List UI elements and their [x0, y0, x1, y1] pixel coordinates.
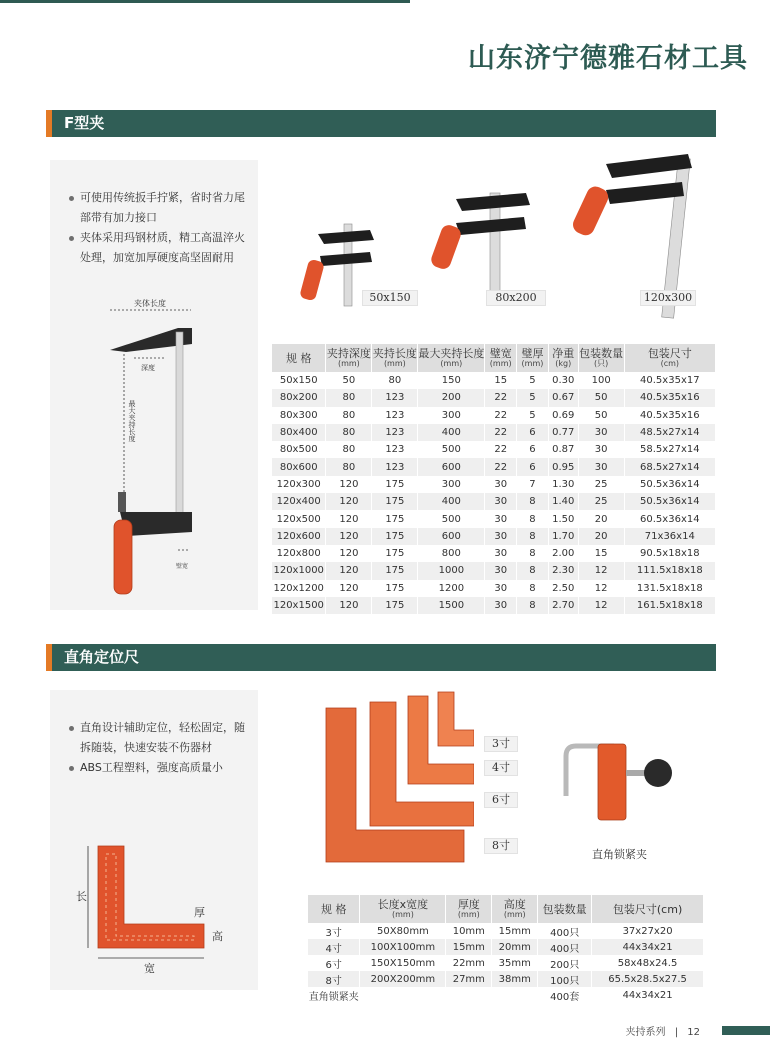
- table-cell: 7: [517, 476, 549, 493]
- table-cell: 8: [517, 597, 549, 614]
- table-cell: 175: [372, 580, 418, 597]
- max-length-label: 最大夹持长度: [128, 400, 136, 442]
- size-tag-8: 8寸: [484, 838, 518, 854]
- series-name: 夹持系列: [625, 1027, 666, 1038]
- table-cell: 150: [418, 372, 485, 389]
- wall-label: 壁宽: [176, 563, 189, 570]
- table-cell: 120: [326, 562, 372, 579]
- table-cell: 48.5x27x14: [624, 424, 715, 441]
- table-cell: 80: [326, 389, 372, 406]
- table-cell: 120: [326, 597, 372, 614]
- table-cell: 8: [517, 580, 549, 597]
- col-header: 包装尺寸 (cm): [624, 344, 715, 372]
- table-cell: 123: [372, 389, 418, 406]
- feature-item: 夹体采用玛钢材质，精工高温淬火处理，加宽加厚硬度高坚固耐用: [68, 228, 250, 268]
- table-cell: 22: [485, 424, 517, 441]
- table-cell: 8: [517, 545, 549, 562]
- table-cell: 50.5x36x14: [624, 476, 715, 493]
- col-header: 璧厚 (mm): [517, 344, 549, 372]
- table-cell: 8寸: [308, 971, 360, 987]
- table-cell: 12: [578, 562, 624, 579]
- table-cell: 35mm: [492, 955, 538, 971]
- table-cell: 38mm: [492, 971, 538, 987]
- feature-item: 可使用传统扳手拧紧，省时省力尾部带有加力接口: [68, 188, 250, 228]
- table-cell: 0.77: [548, 424, 578, 441]
- table-cell: 0.30: [548, 372, 578, 389]
- table-row: [308, 987, 704, 1003]
- table-cell: 400套: [538, 987, 592, 1003]
- table-cell: 131.5x18x18: [624, 580, 715, 597]
- table-cell: 50: [578, 407, 624, 424]
- table-cell: 8: [517, 493, 549, 510]
- width-label: 宽: [144, 962, 155, 975]
- clamp-length-label: 夹体长度: [134, 299, 166, 308]
- table-cell: 3寸: [308, 923, 360, 939]
- table-cell: 300: [418, 407, 485, 424]
- f-clamp-spec-table: [272, 344, 716, 614]
- right-angle-rulers-image: [324, 690, 474, 870]
- table-cell: 1.50: [548, 510, 578, 527]
- table-cell: 25: [578, 493, 624, 510]
- table-cell: 200: [418, 389, 485, 406]
- table-cell: 80x300: [272, 407, 326, 424]
- col-header: 规 格: [308, 895, 360, 923]
- red-handle: [114, 520, 132, 594]
- table-cell: 12: [578, 597, 624, 614]
- table-cell: 22: [485, 458, 517, 475]
- section-title-f-clamp: F型夹: [46, 110, 716, 137]
- table-cell: 80x400: [272, 424, 326, 441]
- table-cell: 1500: [418, 597, 485, 614]
- table-cell: 175: [372, 493, 418, 510]
- table-cell: 0.69: [548, 407, 578, 424]
- table-row: [272, 493, 716, 510]
- table-cell: 80: [326, 407, 372, 424]
- f-clamp-diagram: [96, 292, 216, 604]
- size-tag-50x150: 50x150: [362, 290, 418, 306]
- table-cell: 15: [485, 372, 517, 389]
- table-cell: 直角锁紧夹: [308, 987, 360, 1003]
- table-cell: 120: [326, 493, 372, 510]
- table-row: [272, 458, 716, 475]
- table-cell: 600: [418, 528, 485, 545]
- table-cell: 44x34x21: [592, 987, 704, 1003]
- table-row: [308, 955, 704, 971]
- table-cell: 500: [418, 510, 485, 527]
- brand-title: 山东济宁德雅石材工具: [468, 43, 748, 74]
- table-cell: 58.5x27x14: [624, 441, 715, 458]
- table-cell: 6: [517, 441, 549, 458]
- table-cell: 100X100mm: [360, 939, 446, 955]
- table-cell: 100只: [538, 971, 592, 987]
- table-cell: 50x150: [272, 372, 326, 389]
- table-cell: 500: [418, 441, 485, 458]
- col-header: 夹持深度 (mm): [326, 344, 372, 372]
- table-cell: 40.5x35x16: [624, 407, 715, 424]
- table-cell: 58x48x24.5: [592, 955, 704, 971]
- table-row: [272, 476, 716, 493]
- col-header: 净重 (kg): [548, 344, 578, 372]
- table-cell: 200只: [538, 955, 592, 971]
- table-cell: 0.87: [548, 441, 578, 458]
- f-clamp-features: [68, 188, 250, 268]
- table-cell: 15mm: [492, 923, 538, 939]
- table-cell: 30: [485, 476, 517, 493]
- corner-lock-clamp-image: [554, 736, 694, 836]
- table-cell: 6: [517, 424, 549, 441]
- table-cell: 120x1200: [272, 580, 326, 597]
- table-cell: 5: [517, 372, 549, 389]
- table-cell: 800: [418, 545, 485, 562]
- clamp-bar: [176, 332, 183, 532]
- table-cell: 40.5x35x16: [624, 389, 715, 406]
- table-cell: 27mm: [446, 971, 492, 987]
- table-cell: 6: [517, 458, 549, 475]
- table-cell: 5: [517, 389, 549, 406]
- table-cell: 37x27x20: [592, 923, 704, 939]
- table-row: [272, 510, 716, 527]
- table-cell: 22: [485, 389, 517, 406]
- table-cell: 120: [326, 545, 372, 562]
- table-cell: 65.5x28.5x27.5: [592, 971, 704, 987]
- table-cell: 8: [517, 528, 549, 545]
- table-cell: 90.5x18x18: [624, 545, 715, 562]
- table-cell: 175: [372, 597, 418, 614]
- corner-clamp-caption: 直角锁紧夹: [592, 848, 647, 861]
- top-rule: [0, 0, 410, 3]
- table-cell: 30: [485, 528, 517, 545]
- table-cell: 400: [418, 493, 485, 510]
- table-cell: 1.30: [548, 476, 578, 493]
- table-cell: [492, 987, 538, 1003]
- table-cell: 20mm: [492, 939, 538, 955]
- table-cell: 22mm: [446, 955, 492, 971]
- table-cell: 60.5x36x14: [624, 510, 715, 527]
- table-cell: 111.5x18x18: [624, 562, 715, 579]
- height-label: 高: [212, 930, 223, 943]
- col-header: 规 格: [272, 344, 326, 372]
- table-cell: 2.00: [548, 545, 578, 562]
- col-header: 最大夹持长度 (mm): [418, 344, 485, 372]
- col-header: 包装尺寸(cm): [592, 895, 704, 923]
- table-cell: 100: [578, 372, 624, 389]
- table-cell: 123: [372, 458, 418, 475]
- table-cell: 80: [326, 424, 372, 441]
- footer-bar: [722, 1026, 770, 1035]
- table-row: [272, 562, 716, 579]
- col-header: 包装数量 (只): [578, 344, 624, 372]
- table-cell: 175: [372, 562, 418, 579]
- table-cell: 80x500: [272, 441, 326, 458]
- table-row: [272, 441, 716, 458]
- table-cell: 25: [578, 476, 624, 493]
- feature-item: 直角设计辅助定位，轻松固定，随拆随装，快速安装不伤器材: [68, 718, 250, 758]
- table-cell: 40.5x35x17: [624, 372, 715, 389]
- table-cell: 2.50: [548, 580, 578, 597]
- table-cell: 30: [485, 562, 517, 579]
- table-cell: 20: [578, 510, 624, 527]
- table-cell: 30: [485, 545, 517, 562]
- table-cell: 15: [578, 545, 624, 562]
- table-cell: 600: [418, 458, 485, 475]
- table-cell: 123: [372, 407, 418, 424]
- table-cell: 120x500: [272, 510, 326, 527]
- table-cell: 120: [326, 510, 372, 527]
- col-header: 璧宽 (mm): [485, 344, 517, 372]
- table-cell: 80x200: [272, 389, 326, 406]
- table-cell: 1.70: [548, 528, 578, 545]
- table-cell: 5: [517, 407, 549, 424]
- table-cell: 22: [485, 407, 517, 424]
- table-header-row: [308, 895, 704, 923]
- screw: [118, 492, 126, 512]
- table-row: [272, 389, 716, 406]
- table-cell: 50X80mm: [360, 923, 446, 939]
- table-cell: 80: [326, 441, 372, 458]
- table-cell: 30: [578, 441, 624, 458]
- right-angle-spec-table: [308, 895, 704, 1003]
- table-cell: 8: [517, 510, 549, 527]
- table-cell: 10mm: [446, 923, 492, 939]
- page-number: 12: [687, 1027, 700, 1038]
- table-row: [308, 971, 704, 987]
- table-cell: 1200: [418, 580, 485, 597]
- col-header: 厚度 (mm): [446, 895, 492, 923]
- table-row: [272, 407, 716, 424]
- table-cell: 120x1000: [272, 562, 326, 579]
- table-cell: [360, 987, 446, 1003]
- table-row: [308, 939, 704, 955]
- table-cell: 120x1500: [272, 597, 326, 614]
- table-cell: 175: [372, 528, 418, 545]
- size-tag-4: 4寸: [484, 760, 518, 776]
- table-cell: 2.70: [548, 597, 578, 614]
- table-cell: 120: [326, 580, 372, 597]
- table-cell: 120: [326, 528, 372, 545]
- table-cell: 0.67: [548, 389, 578, 406]
- depth-label: 深度: [141, 364, 155, 372]
- table-cell: 0.95: [548, 458, 578, 475]
- table-cell: 2.30: [548, 562, 578, 579]
- table-cell: 15mm: [446, 939, 492, 955]
- table-cell: 22: [485, 441, 517, 458]
- table-cell: 120: [326, 476, 372, 493]
- length-label: 长: [76, 890, 87, 903]
- table-cell: 68.5x27x14: [624, 458, 715, 475]
- table-row: [272, 424, 716, 441]
- table-cell: 400: [418, 424, 485, 441]
- table-cell: 175: [372, 476, 418, 493]
- table-header-row: [272, 344, 716, 372]
- table-cell: 30: [485, 580, 517, 597]
- table-row: [272, 528, 716, 545]
- table-cell: [446, 987, 492, 1003]
- page-footer: 夹持系列 | 12: [625, 1027, 700, 1038]
- table-cell: 30: [485, 597, 517, 614]
- table-cell: 30: [578, 424, 624, 441]
- table-cell: 120x600: [272, 528, 326, 545]
- table-row: [272, 545, 716, 562]
- table-cell: 1000: [418, 562, 485, 579]
- table-cell: 6寸: [308, 955, 360, 971]
- table-cell: 175: [372, 545, 418, 562]
- size-tag-80x200: 80x200: [486, 290, 546, 306]
- table-cell: 8: [517, 562, 549, 579]
- table-cell: 50.5x36x14: [624, 493, 715, 510]
- table-cell: 4寸: [308, 939, 360, 955]
- size-tag-3: 3寸: [484, 736, 518, 752]
- table-cell: 400只: [538, 923, 592, 939]
- table-row: [308, 923, 704, 939]
- table-cell: 30: [485, 510, 517, 527]
- table-cell: 30: [578, 458, 624, 475]
- col-header: 长度x宽度 (mm): [360, 895, 446, 923]
- col-header: 高度 (mm): [492, 895, 538, 923]
- f-clamp-medium-image: [426, 185, 536, 305]
- table-cell: 71x36x14: [624, 528, 715, 545]
- table-cell: 50: [326, 372, 372, 389]
- right-angle-features: [68, 718, 250, 778]
- table-cell: 12: [578, 580, 624, 597]
- right-angle-diagram: [74, 840, 234, 980]
- table-cell: 400只: [538, 939, 592, 955]
- table-cell: 30: [485, 493, 517, 510]
- table-cell: 120x800: [272, 545, 326, 562]
- table-cell: 80: [372, 372, 418, 389]
- table-row: [272, 597, 716, 614]
- col-header: 包装数量: [538, 895, 592, 923]
- thickness-label: 厚: [194, 906, 205, 919]
- table-cell: 123: [372, 441, 418, 458]
- table-cell: 150X150mm: [360, 955, 446, 971]
- size-tag-120x300: 120x300: [640, 290, 696, 306]
- table-cell: 44x34x21: [592, 939, 704, 955]
- table-cell: 120x300: [272, 476, 326, 493]
- table-cell: 123: [372, 424, 418, 441]
- section-title-right-angle: 直角定位尺: [46, 644, 716, 671]
- col-header: 夹持长度 (mm): [372, 344, 418, 372]
- table-cell: 300: [418, 476, 485, 493]
- table-cell: 120x400: [272, 493, 326, 510]
- table-cell: 1.40: [548, 493, 578, 510]
- feature-item: ABS工程塑料，强度高质量小: [68, 758, 250, 778]
- table-cell: 161.5x18x18: [624, 597, 715, 614]
- table-cell: 50: [578, 389, 624, 406]
- table-cell: 175: [372, 510, 418, 527]
- table-cell: 80x600: [272, 458, 326, 475]
- table-row: [272, 580, 716, 597]
- table-cell: 20: [578, 528, 624, 545]
- table-cell: 200X200mm: [360, 971, 446, 987]
- table-cell: 80: [326, 458, 372, 475]
- table-row: [272, 372, 716, 389]
- size-tag-6: 6寸: [484, 792, 518, 808]
